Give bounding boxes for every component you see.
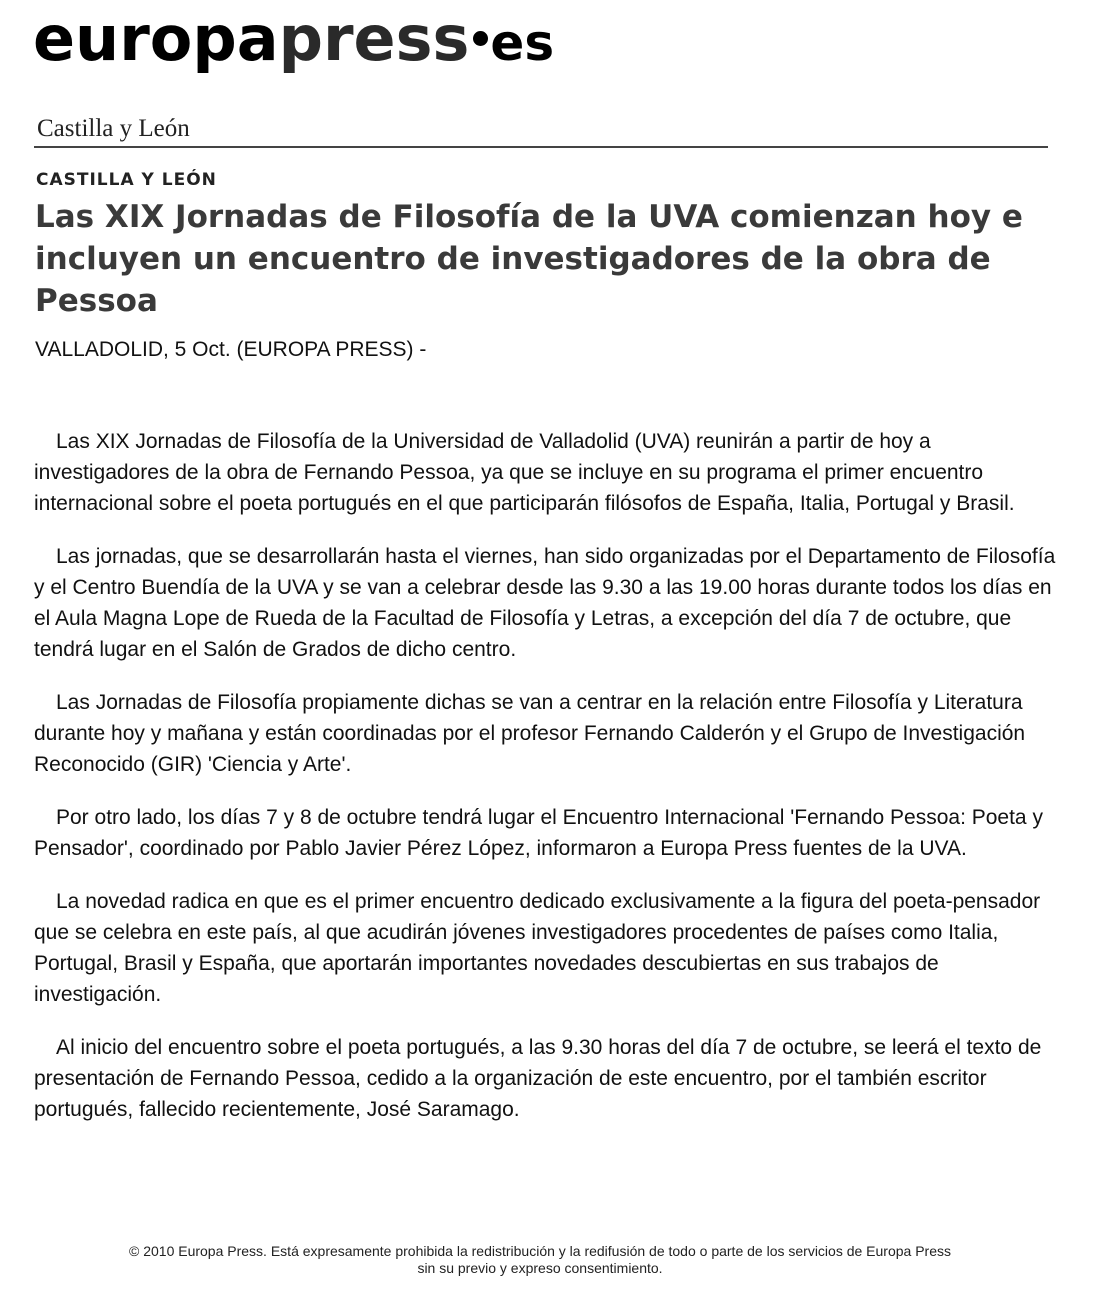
logo-text-europa: europa [33, 2, 279, 75]
copyright-line-1: © 2010 Europa Press. Está expresamente prohibida la redistribución y la redifusión de todo o parte de los servicios de Europa Press [129, 1243, 951, 1259]
section-divider [34, 146, 1048, 148]
logo-text-tld: es [490, 14, 555, 72]
article-paragraph: Al inicio del encuentro sobre el poeta portugués, a las 9.30 horas del día 7 de octubre, se leerá el texto de presentación de Fernando Pessoa, cedido a la organización de este encuentro, por el también escritor portugués, fallecido recientemente, José Saramago. [34, 1036, 1042, 1121]
logo-dot [473, 31, 488, 46]
article-paragraph: Por otro lado, los días 7 y 8 de octubre tendrá lugar el Encuentro Internacional 'Fernando Pessoa: Poeta y Pensador', coordinado por Pablo Javier Pérez López, informaron a Europa Press fuentes de la UVA. [34, 806, 1043, 860]
article-paragraph: Las XIX Jornadas de Filosofía de la Universidad de Valladolid (UVA) reunirán a partir de hoy a investigadores de la obra de Fernando Pessoa, ya que se incluye en su programa el primer encuentro internacional sobre el poeta portugués en el que participarán filósofos de España, Italia, Portugal y Brasil. [34, 430, 1015, 515]
article-dateline: VALLADOLID, 5 Oct. (EUROPA PRESS) - [35, 338, 427, 361]
article-body [34, 426, 1064, 1147]
article-paragraph: Las Jornadas de Filosofía propiamente dichas se van a centrar en la relación entre Filosofía y Literatura durante hoy y mañana y están coordinadas por el profesor Fernando Calderón y el Grupo de Investigación Reconocido (GIR) 'Ciencia y Arte'. [34, 691, 1026, 776]
article-paragraph: La novedad radica en que es el primer encuentro dedicado exclusivamente a la figura del poeta-pensador que se celebra en este país, al que acudirán jóvenes investigadores procedentes de países como Italia, Portugal, Brasil y España, que aportarán importantes novedades descubiertas en sus trabajos de investigación. [34, 890, 1041, 1006]
logo-text-press: press [278, 2, 470, 75]
copyright-line-2: sin su previo y expreso consentimiento. [417, 1260, 663, 1276]
article-kicker: CASTILLA Y LEÓN [36, 170, 217, 190]
article-headline: Las XIX Jornadas de Filosofía de la UVA comienzan hoy e incluyen un encuentro de investigadores de la obra de Pessoa [35, 199, 1023, 319]
article-paragraph: Las jornadas, que se desarrollarán hasta el viernes, han sido organizadas por el Departamento de Filosofía y el Centro Buendía de la UVA y se van a celebrar desde las 9.30 a las 19.00 horas durante todos los días en el Aula Magna Lope de Rueda de la Facultad de Filosofía y Letras, a excepción del día 7 de octubre, que tendrá lugar en el Salón de Grados de dicho centro. [34, 545, 1056, 661]
europapress-logo [33, 2, 555, 75]
copyright-footer [0, 1243, 1080, 1277]
section-title: Castilla y León [37, 115, 190, 142]
